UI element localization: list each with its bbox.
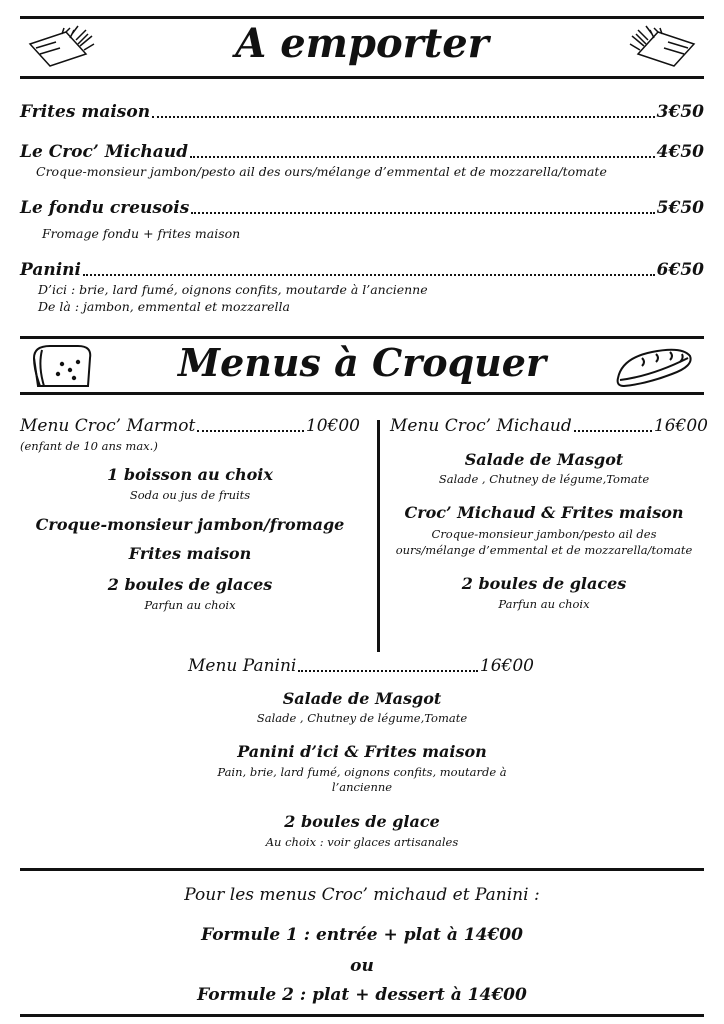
section-bottom-rule [20,392,704,395]
menu-note: (enfant de 10 ans max.) [20,439,158,453]
menu-course: Croc’ Michaud & Frites maison [404,503,684,522]
menu-price: 10€00 [305,416,360,436]
menu-course-detail: Salade , Chutney de légume,Tomate [438,472,650,486]
menu-course: 2 boules de glaces [107,575,273,594]
menu-item-row [20,102,704,122]
menu-name: Menu Panini [188,656,297,676]
item-name: Frites maison [20,102,151,122]
menu-course: 2 boules de glace [284,812,440,831]
leader-dots [83,274,655,276]
leader-dots [197,430,304,432]
menu-course-detail: Croque-monsieur jambon/pesto ail des [431,527,657,541]
menu-item-row [20,142,704,162]
page-title: A emporter [235,20,489,67]
footer-bottom-rule [20,1014,704,1017]
menu-course-detail: Parfun au choix [144,598,236,612]
menu-course-detail: Soda ou jus de fruits [129,488,251,502]
menu-course-detail: ours/mélange d’emmental et de mozzarella/tomate [395,543,693,557]
leader-dots [574,430,652,432]
item-name: Le Croc’ Michaud [20,142,188,162]
item-price: 6€50 [656,260,704,280]
column-divider [377,420,380,652]
menu-course-detail: Parfun au choix [498,597,590,611]
leader-dots [152,116,655,118]
section-title: Menus à Croquer [178,340,546,385]
menu-course: Salade de Masgot [464,450,624,469]
header-bottom-rule [20,76,704,79]
formula-intro: Pour les menus Croc’ michaud et Panini : [184,885,540,905]
menu-course-detail: Salade , Chutney de légume,Tomate [256,711,468,725]
formula-or: ou [350,956,374,976]
menu-course: 2 boules de glaces [461,574,627,593]
item-description: Croque-monsieur jambon/pesto ail des ours/mélange d’emmental et de mozzarella/tomate [36,164,607,179]
menu-item-row [20,198,704,218]
formula-2: Formule 2 : plat + dessert à 14€00 [197,985,527,1005]
menu-course-detail: Au choix : voir glaces artisanales [265,835,459,849]
menu-header-marmot [20,416,360,436]
menu-header-panini [188,656,534,676]
menu-course-detail: Pain, brie, lard fumé, oignons confits, moutarde à [217,765,507,779]
item-price: 5€50 [656,198,704,218]
item-price: 3€50 [656,102,704,122]
menu-course-detail: l’ancienne [331,780,393,794]
formula-1: Formule 1 : entrée + plat à 14€00 [201,925,523,945]
item-description: D’ici : brie, lard fumé, oignons confits, moutarde à l’ancienne [38,282,428,297]
leader-dots [190,156,655,158]
menu-item-row [20,260,704,280]
menu-price: 16€00 [653,416,708,436]
item-name: Panini [20,260,81,280]
menu-name: Menu Croc’ Michaud [390,416,572,436]
footer-top-rule [20,868,704,871]
menu-course: Salade de Masgot [282,689,442,708]
item-name: Le fondu creusois [20,198,190,218]
leader-dots [298,670,478,672]
item-description: De là : jambon, emmental et mozzarella [38,299,290,314]
menu-name: Menu Croc’ Marmot [20,416,196,436]
item-price: 4€50 [656,142,704,162]
item-description: Fromage fondu + frites maison [42,226,241,241]
menu-price: 16€00 [479,656,534,676]
menu-course: Panini d’ici & Frites maison [237,742,487,761]
menu-course: Croque-monsieur jambon/fromage [35,515,345,534]
menu-course: 1 boisson au choix [107,465,273,484]
menu-header-michaud [390,416,708,436]
leader-dots [191,212,654,214]
menu-course: Frites maison [128,544,252,563]
